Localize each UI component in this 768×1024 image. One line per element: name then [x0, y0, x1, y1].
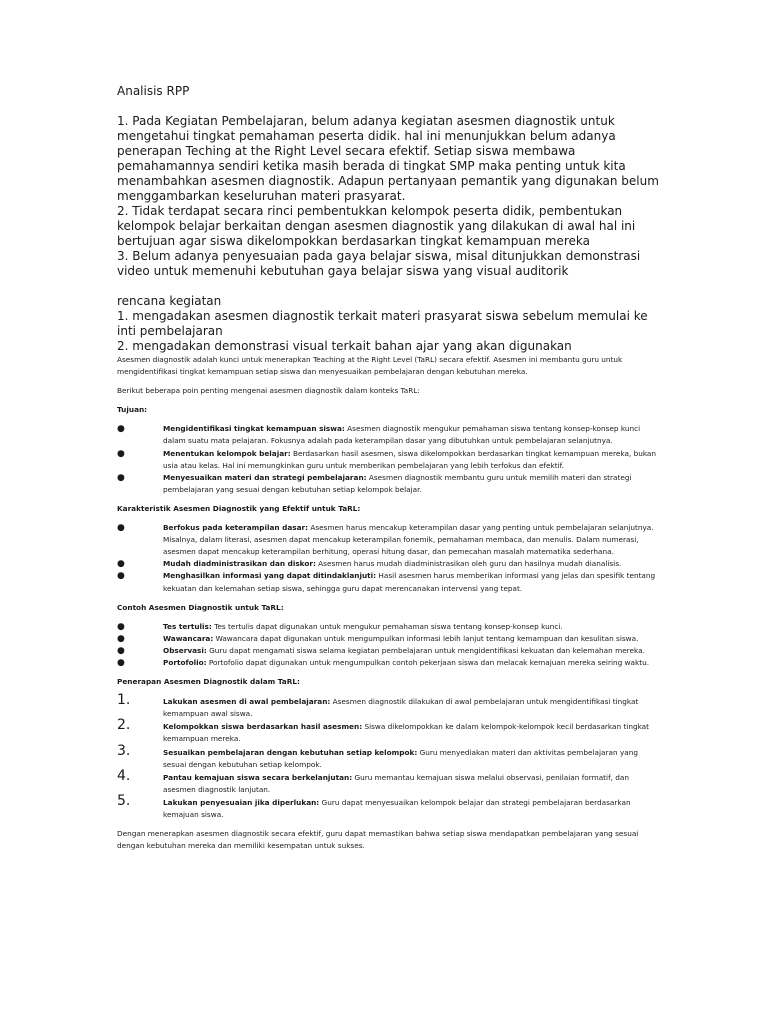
- list-item: ● Menentukan kelompok belajar: Berdasarkan hasil asesmen, siswa dikelompokkan berdasarkan tingkat kemampuan mereka, bukan usia atau kelas. Hal ini memungkinkan guru untuk memberikan pembelajaran yang lebih terfokus dan efektif.: [117, 448, 657, 470]
- diagnostic-assessment-explanation: [117, 354, 657, 852]
- bullet-icon: ●: [117, 633, 125, 644]
- list-item: ● Mengidentifikasi tingkat kemampuan siswa: Asesmen diagnostik mengukur pemahaman siswa tentang konsep-konsep kunci dalam suatu mata pelajaran. Fokusnya adalah pada keterampilan dasar yang dibutuhkan untuk pembelajaran selanjutnya.: [117, 424, 641, 446]
- step-number: 1.: [117, 692, 131, 709]
- list-item: ● Mudah diadministrasikan dan diskor: Asesmen harus mudah diadministrasikan oleh guru dan hasilnya mudah dianalisis.: [117, 559, 622, 570]
- step-number: 4.: [117, 767, 131, 784]
- list-item: ● Menghasilkan informasi yang dapat ditindaklanjuti: Hasil asesmen harus memberikan informasi yang jelas dan spesifik tentang kekuatan dan kelemahan setiap siswa, sehingga guru dapat merencanakan intervensi yang tepat.: [117, 571, 656, 593]
- plan-item-1: 1. mengadakan asesmen diagnostik terkait materi prasyarat siswa sebelum memulai ke inti pembelajaran: [117, 309, 648, 338]
- section-heading-tujuan: Tujuan:: [117, 405, 148, 415]
- list-item: ● Portofolio: Portofolio dapat digunakan untuk mengumpulkan contoh pekerjaan siswa dan melacak kemajuan mereka seiring waktu.: [117, 657, 650, 668]
- section-heading-karakteristik: Karakteristik Asesmen Diagnostik yang Efektif untuk TaRL:: [117, 503, 361, 513]
- numbered-step: 3. Sesuaikan pembelajaran dengan kebutuhan setiap kelompok: Guru menyediakan materi dan aktivitas pembelajaran yang sesuai dengan kebutuhan setiap kelompok.: [117, 742, 638, 769]
- plan-title: rencana kegiatan: [117, 294, 222, 308]
- list-item: ● Observasi: Guru dapat mengamati siswa selama kegiatan pembelajaran untuk mengidentifikasi kekuatan dan kelemahan mereka.: [117, 645, 645, 656]
- bullet-icon: ●: [117, 621, 125, 632]
- numbered-step: 5. Lakukan penyesuaian jika diperlukan: Guru dapat menyesuaikan kelompok belajar dan strategi pembelajaran berdasarkan kemajuan siswa.: [117, 792, 631, 819]
- bullet-icon: ●: [117, 571, 125, 582]
- analysis-point-2: 2. Tidak terdapat secara rinci pembentukkan kelompok peserta didik, pembentukan kelompok belajar berkaitan dengan asesmen diagnostik yang dilakukan di awal hal ini bertujuan agar siswa dikelompokkan berdasarkan tingkat kemampuan mereka: [117, 204, 636, 248]
- bullet-icon: ●: [117, 448, 125, 459]
- section-heading-contoh: Contoh Asesmen Diagnostik untuk TaRL:: [117, 602, 284, 612]
- bullet-icon: ●: [117, 645, 125, 656]
- list-item: ● Menyesuaikan materi dan strategi pembelajaran: Asesmen diagnostik membantu guru untuk memilih materi dan strategi pembelajaran yang sesuai dengan kebutuhan setiap kelompok belajar.: [117, 472, 632, 494]
- bullet-icon: ●: [117, 472, 125, 483]
- step-number: 3.: [117, 742, 131, 759]
- bullet-icon: ●: [117, 523, 125, 534]
- lead-paragraph: Berikut beberapa poin penting mengenai asesmen diagnostik dalam konteks TaRL:: [117, 386, 420, 396]
- step-number: 5.: [117, 792, 131, 809]
- bullet-icon: ●: [117, 657, 125, 668]
- step-number: 2.: [117, 717, 131, 734]
- intro-paragraph: Asesmen diagnostik adalah kunci untuk menerapkan Teaching at the Right Level (TaRL) secara efektif. Asesmen ini membantu guru untuk mengidentifikasi tingkat kemampuan setiap siswa dan menyesuaikan pembelajaran dengan kebutuhan mereka.: [117, 355, 623, 377]
- closing-paragraph: Dengan menerapkan asesmen diagnostik secara efektif, guru dapat memastikan bahwa setiap siswa mendapatkan pembelajaran yang sesuai dengan kebutuhan mereka dan memiliki kesempatan untuk sukses.: [117, 829, 639, 851]
- list-item: ● Tes tertulis: Tes tertulis dapat digunakan untuk mengukur pemahaman siswa tentang konsep-konsep kunci.: [117, 621, 563, 632]
- rpp-analysis-notes: [117, 84, 662, 354]
- bullet-icon: ●: [117, 424, 125, 435]
- list-item: ● Berfokus pada keterampilan dasar: Asesmen harus mencakup keterampilan dasar yang penting untuk pembelajaran selanjutnya. Misalnya, dalam literasi, asesmen dapat mencakup keterampilan fonemik, pemahaman membaca, dan menulis. Dalam numerasi, asesmen dapat mencakup keterampilan berhitung, operasi hitung dasar, dan pemecahan masalah matematika sederhana.: [117, 523, 654, 557]
- section-heading-penerapan: Penerapan Asesmen Diagnostik dalam TaRL:: [117, 677, 300, 687]
- numbered-step: 2. Kelompokkan siswa berdasarkan hasil asesmen: Siswa dikelompokkan ke dalam kelompok-kelompok kecil berdasarkan tingkat kemampuan mereka.: [117, 717, 650, 744]
- plan-item-2: 2. mengadakan demonstrasi visual terkait bahan ajar yang akan digunakan: [117, 339, 572, 353]
- numbered-step: 1. Lakukan asesmen di awal pembelajaran: Asesmen diagnostik dilakukan di awal pembelajaran untuk mengidentifikasi tingkat kemampuan awal siswa.: [117, 692, 639, 719]
- analysis-point-1: 1. Pada Kegiatan Pembelajaran, belum adanya kegiatan asesmen diagnostik untuk mengetahui tingkat pemahaman peserta didik. hal ini menunjukkan belum adanya penerapan Teching at the Right Level secara efektif. Setiap siswa membawa pemahamannya sendiri ketika masih berada di tingkat SMP maka penting untuk kita menambahkan asesmen diagnostik. Adapun pertanyaan pemantik yang digunakan belum menggambarkan keseluruhan materi prasyarat.: [117, 114, 659, 203]
- list-item: ● Wawancara: Wawancara dapat digunakan untuk mengumpulkan informasi lebih lanjut tentang kemampuan dan kesulitan siswa.: [117, 633, 639, 644]
- analysis-point-3: 3. Belum adanya penyesuaian pada gaya belajar siswa, misal ditunjukkan demonstrasi video untuk memenuhi kebutuhan gaya belajar siswa yang visual auditorik: [117, 249, 641, 278]
- bullet-icon: ●: [117, 559, 125, 570]
- numbered-step: 4. Pantau kemajuan siswa secara berkelanjutan: Guru memantau kemajuan siswa melalui observasi, penilaian formatif, dan asesmen diagnostik lanjutan.: [117, 767, 630, 794]
- document-title: Analisis RPP: [117, 84, 190, 98]
